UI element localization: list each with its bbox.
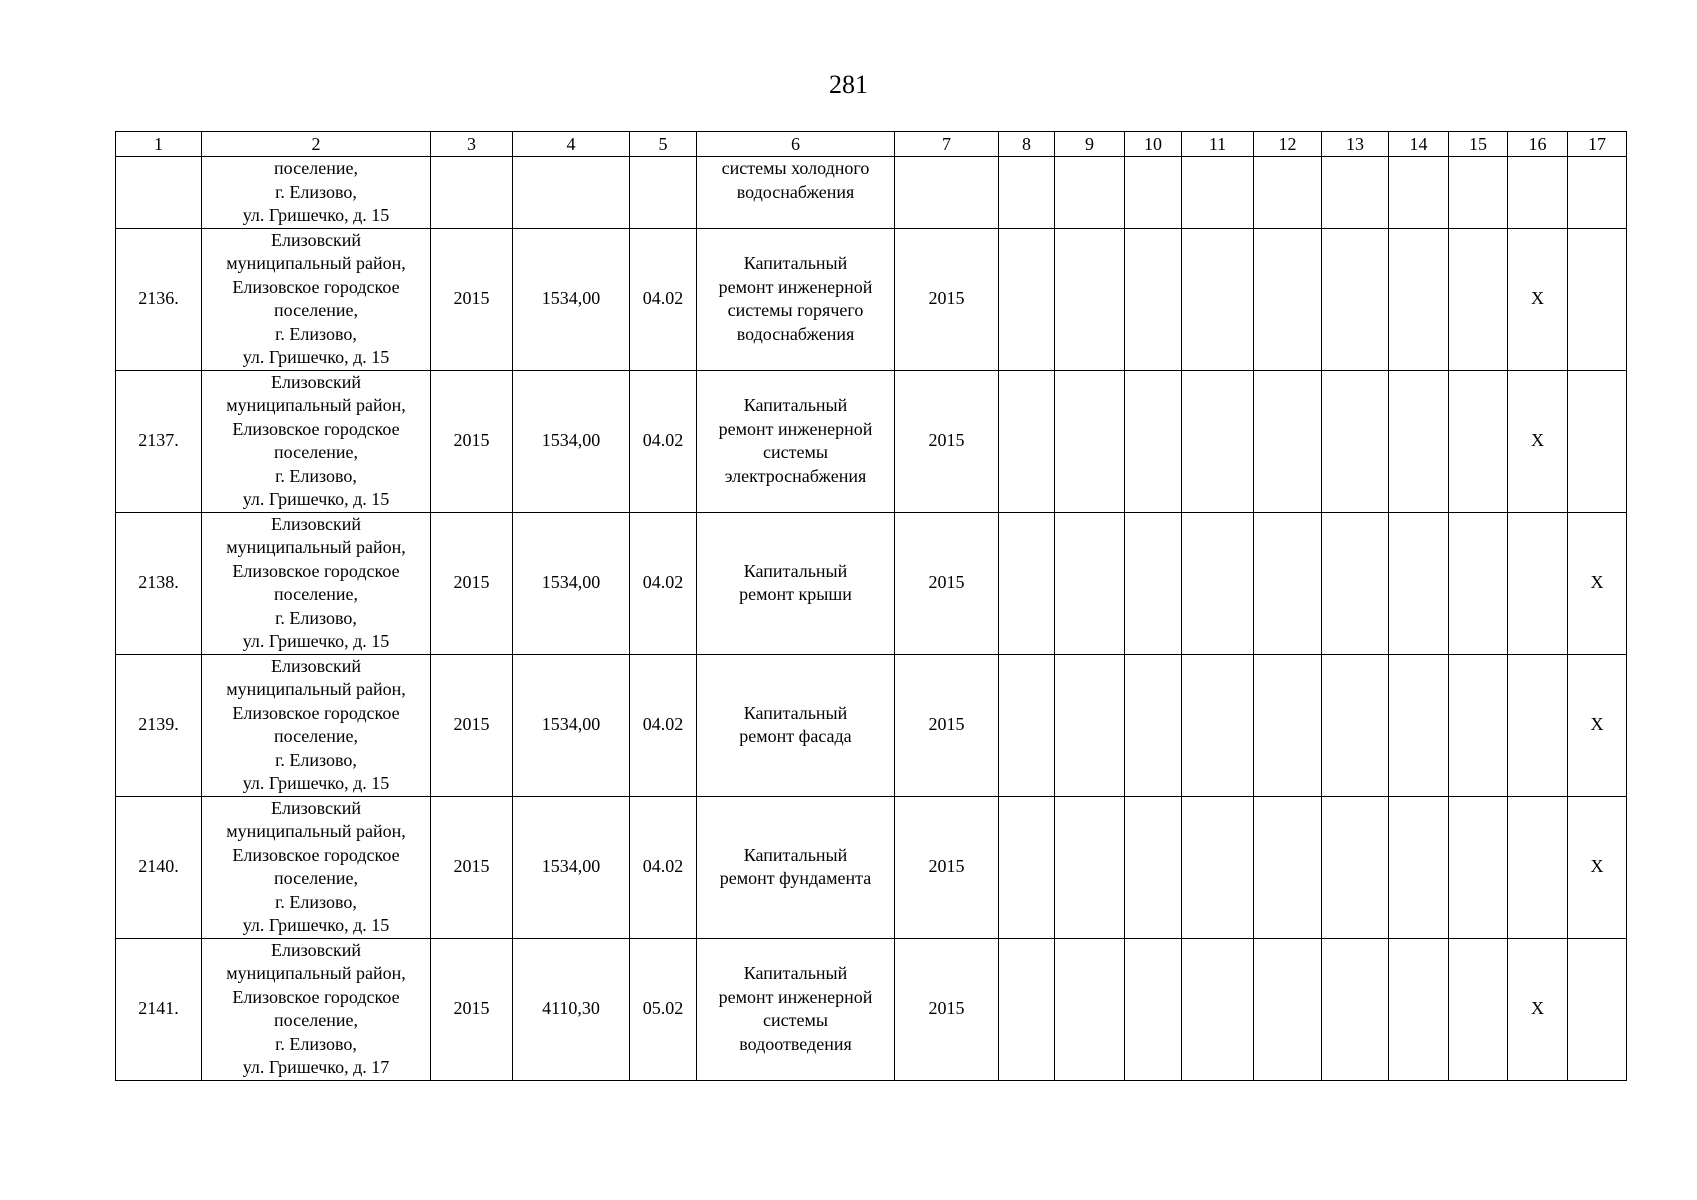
address-cell-line: муниципальный район, [226, 963, 406, 983]
address-cell-line: Елизовский [270, 229, 361, 250]
mark-cell [1125, 370, 1182, 512]
mark-cell [1389, 370, 1449, 512]
mark-cell: X [1568, 654, 1627, 796]
address-cell-line: Елизовский [270, 513, 361, 534]
mark-cell [1568, 938, 1627, 1080]
year-cell: 2015 [431, 370, 513, 512]
table-row [116, 796, 1627, 938]
mark-cell [999, 370, 1055, 512]
column-number-header: 1 [116, 132, 202, 157]
mark-cell [1125, 157, 1182, 229]
work-type-cell-line: водоотведения [739, 1033, 852, 1054]
area-cell: 1534,00 [513, 228, 630, 370]
row-number-cell: 2140. [116, 796, 202, 938]
mark-cell [1449, 938, 1508, 1080]
column-number-header: 7 [895, 132, 999, 157]
mark-cell: X [1508, 938, 1568, 1080]
address-cell-line: Елизовское городское [232, 418, 400, 439]
mark-cell: X [1568, 512, 1627, 654]
work-type-cell-line: Капитальный [743, 844, 848, 865]
mark-cell [1254, 512, 1322, 654]
area-cell: 1534,00 [513, 654, 630, 796]
mark-cell [1125, 938, 1182, 1080]
work-type-cell-line: системы горячего [727, 300, 864, 320]
column-number-header: 14 [1389, 132, 1449, 157]
address-cell-line: ул. Гришечко, д. 15 [242, 631, 390, 651]
mark-cell [1182, 512, 1254, 654]
address-cell-line: ул. Гришечко, д. 15 [242, 205, 390, 225]
address-cell-line: поселение, [273, 442, 358, 462]
mark-cell: X [1568, 796, 1627, 938]
column-number-header: 11 [1182, 132, 1254, 157]
mark-cell [1254, 938, 1322, 1080]
mark-cell [999, 654, 1055, 796]
work-type-cell [697, 157, 895, 229]
mark-cell [1568, 157, 1627, 229]
table-row [116, 228, 1627, 370]
address-cell-line: поселение, [273, 584, 358, 604]
column-number-header: 3 [431, 132, 513, 157]
mark-cell [1449, 654, 1508, 796]
mark-cell [999, 228, 1055, 370]
mark-cell [1322, 370, 1389, 512]
mark-cell [1568, 228, 1627, 370]
work-type-cell [697, 370, 895, 512]
address-cell-line: муниципальный район, [226, 821, 406, 841]
address-cell-line: г. Елизово, [275, 323, 357, 344]
mark-cell [1055, 654, 1125, 796]
address-cell-line: Елизовский [270, 371, 361, 392]
address-cell-line: ул. Гришечко, д. 17 [242, 1057, 390, 1077]
mark-cell [1389, 654, 1449, 796]
mark-cell [1449, 512, 1508, 654]
mark-cell [1055, 796, 1125, 938]
address-cell-line: ул. Гришечко, д. 15 [242, 773, 390, 793]
work-type-cell-line: ремонт фундамента [719, 868, 872, 888]
work-type-cell-line: Капитальный [743, 395, 848, 415]
mark-cell [1055, 157, 1125, 229]
mark-cell [999, 157, 1055, 229]
mark-cell [1055, 938, 1125, 1080]
address-cell-line: Елизовский [270, 797, 361, 818]
work-type-cell-line: ремонт крыши [739, 584, 852, 604]
address-cell-line: ул. Гришечко, д. 15 [242, 915, 390, 935]
mark-cell [1055, 512, 1125, 654]
address-cell-line: Елизовский [270, 939, 361, 960]
mark-cell [1389, 796, 1449, 938]
column-number-row [116, 132, 1627, 157]
column-number-header: 12 [1254, 132, 1322, 157]
address-cell-line: ул. Гришечко, д. 15 [242, 347, 390, 367]
mark-cell [1508, 512, 1568, 654]
mark-cell [1389, 512, 1449, 654]
year-cell: 2015 [431, 228, 513, 370]
address-cell-line: Елизовский [270, 655, 361, 676]
address-cell-line: муниципальный район, [226, 253, 406, 273]
mark-cell [999, 512, 1055, 654]
mark-cell [1182, 796, 1254, 938]
address-cell [202, 654, 431, 796]
mark-cell [1449, 228, 1508, 370]
work-type-cell-line: Капитальный [743, 702, 848, 723]
column-number-header: 9 [1055, 132, 1125, 157]
work-type-cell-line: электроснабжения [724, 465, 867, 486]
year-cell: 2015 [431, 654, 513, 796]
page-number: 281 [829, 70, 868, 99]
address-cell-line: г. Елизово, [275, 465, 357, 486]
work-type-cell-line: ремонт фасада [739, 726, 852, 746]
mark-cell [1254, 654, 1322, 796]
area-cell: 1534,00 [513, 796, 630, 938]
table-row [116, 654, 1627, 796]
address-cell-line: поселение, [273, 158, 358, 178]
continuation-row [116, 157, 1627, 229]
table-row [116, 512, 1627, 654]
completion-year-cell: 2015 [895, 938, 999, 1080]
address-cell-line: муниципальный район, [226, 679, 406, 699]
mark-cell [1449, 796, 1508, 938]
address-cell [202, 938, 431, 1080]
mark-cell [1125, 654, 1182, 796]
work-type-cell-line: системы [763, 442, 828, 462]
mark-cell [999, 796, 1055, 938]
column-number-header: 8 [999, 132, 1055, 157]
mark-cell [1182, 157, 1254, 229]
address-cell-line: поселение, [273, 868, 358, 888]
row-number-cell: 2141. [116, 938, 202, 1080]
address-cell-line: поселение, [273, 726, 358, 746]
mark-cell [1389, 938, 1449, 1080]
year-cell [431, 157, 513, 229]
column-number-header: 15 [1449, 132, 1508, 157]
completion-year-cell: 2015 [895, 370, 999, 512]
mark-cell [1055, 370, 1125, 512]
address-cell-line: Елизовское городское [232, 986, 400, 1007]
year-cell: 2015 [431, 796, 513, 938]
area-cell: 1534,00 [513, 370, 630, 512]
work-type-cell-line: ремонт инженерной [718, 418, 873, 439]
mark-cell [1568, 370, 1627, 512]
mark-cell [1322, 796, 1389, 938]
column-number-header: 16 [1508, 132, 1568, 157]
mark-cell: X [1508, 370, 1568, 512]
code-cell [630, 157, 697, 229]
mark-cell [1508, 157, 1568, 229]
work-type-cell-line: водоснабжения [736, 323, 855, 344]
column-number-header: 2 [202, 132, 431, 157]
address-cell-line: г. Елизово, [275, 181, 357, 202]
address-cell [202, 370, 431, 512]
mark-cell [1254, 370, 1322, 512]
address-cell-line: поселение, [273, 1010, 358, 1030]
mark-cell [1322, 938, 1389, 1080]
area-cell: 4110,30 [513, 938, 630, 1080]
column-number-header: 17 [1568, 132, 1627, 157]
address-cell-line: Елизовское городское [232, 844, 400, 865]
address-cell-line: муниципальный район, [226, 537, 406, 557]
completion-year-cell: 2015 [895, 796, 999, 938]
mark-cell [1449, 370, 1508, 512]
completion-year-cell: 2015 [895, 228, 999, 370]
code-cell: 05.02 [630, 938, 697, 1080]
work-type-cell [697, 654, 895, 796]
code-cell: 04.02 [630, 654, 697, 796]
mark-cell [1322, 228, 1389, 370]
work-type-cell [697, 512, 895, 654]
column-number-header: 10 [1125, 132, 1182, 157]
address-cell-line: муниципальный район, [226, 395, 406, 415]
mark-cell [1182, 938, 1254, 1080]
address-cell [202, 228, 431, 370]
work-type-cell-line: ремонт инженерной [718, 986, 873, 1007]
address-cell-line: г. Елизово, [275, 607, 357, 628]
work-type-cell-line: системы [763, 1010, 828, 1030]
completion-year-cell: 2015 [895, 512, 999, 654]
address-cell [202, 157, 431, 229]
mark-cell [1449, 157, 1508, 229]
work-type-cell-line: Капитальный [743, 963, 848, 983]
mark-cell [1125, 796, 1182, 938]
address-cell-line: ул. Гришечко, д. 15 [242, 489, 390, 509]
column-number-header: 4 [513, 132, 630, 157]
mark-cell [1125, 512, 1182, 654]
area-cell: 1534,00 [513, 512, 630, 654]
address-cell-line: г. Елизово, [275, 1033, 357, 1054]
mark-cell [1322, 157, 1389, 229]
mark-cell [1389, 228, 1449, 370]
mark-cell [1182, 370, 1254, 512]
mark-cell [1389, 157, 1449, 229]
mark-cell [1125, 228, 1182, 370]
mark-cell [895, 157, 999, 229]
row-number-cell: 2137. [116, 370, 202, 512]
mark-cell [999, 938, 1055, 1080]
code-cell: 04.02 [630, 370, 697, 512]
year-cell: 2015 [431, 938, 513, 1080]
table-row [116, 938, 1627, 1080]
year-cell: 2015 [431, 512, 513, 654]
row-number-cell: 2139. [116, 654, 202, 796]
address-cell-line: Елизовское городское [232, 702, 400, 723]
address-cell-line: Елизовское городское [232, 560, 400, 581]
mark-cell [1254, 796, 1322, 938]
work-type-cell-line: Капитальный [743, 253, 848, 273]
work-type-cell-line: ремонт инженерной [718, 276, 873, 297]
address-cell-line: поселение, [273, 300, 358, 320]
column-number-header: 6 [697, 132, 895, 157]
code-cell: 04.02 [630, 228, 697, 370]
code-cell: 04.02 [630, 796, 697, 938]
area-cell [513, 157, 630, 229]
table-row [116, 370, 1627, 512]
mark-cell [1055, 228, 1125, 370]
address-cell-line: г. Елизово, [275, 891, 357, 912]
work-type-cell [697, 938, 895, 1080]
work-type-cell-line: системы холодного [721, 158, 870, 178]
register-table [115, 131, 1627, 1081]
work-type-cell [697, 796, 895, 938]
code-cell: 04.02 [630, 512, 697, 654]
mark-cell [1322, 654, 1389, 796]
row-number-cell: 2136. [116, 228, 202, 370]
column-number-header: 5 [630, 132, 697, 157]
row-number-cell [116, 157, 202, 229]
mark-cell [1322, 512, 1389, 654]
work-type-cell-line: водоснабжения [736, 181, 855, 202]
work-type-cell [697, 228, 895, 370]
column-number-header: 13 [1322, 132, 1389, 157]
row-number-cell: 2138. [116, 512, 202, 654]
mark-cell [1182, 228, 1254, 370]
work-type-cell-line: Капитальный [743, 560, 848, 581]
mark-cell [1254, 228, 1322, 370]
address-cell [202, 512, 431, 654]
mark-cell: X [1508, 228, 1568, 370]
table-body [116, 132, 1627, 1081]
mark-cell [1182, 654, 1254, 796]
mark-cell [1254, 157, 1322, 229]
address-cell [202, 796, 431, 938]
completion-year-cell: 2015 [895, 654, 999, 796]
mark-cell [1508, 654, 1568, 796]
mark-cell [1508, 796, 1568, 938]
address-cell-line: г. Елизово, [275, 749, 357, 770]
address-cell-line: Елизовское городское [232, 276, 400, 297]
